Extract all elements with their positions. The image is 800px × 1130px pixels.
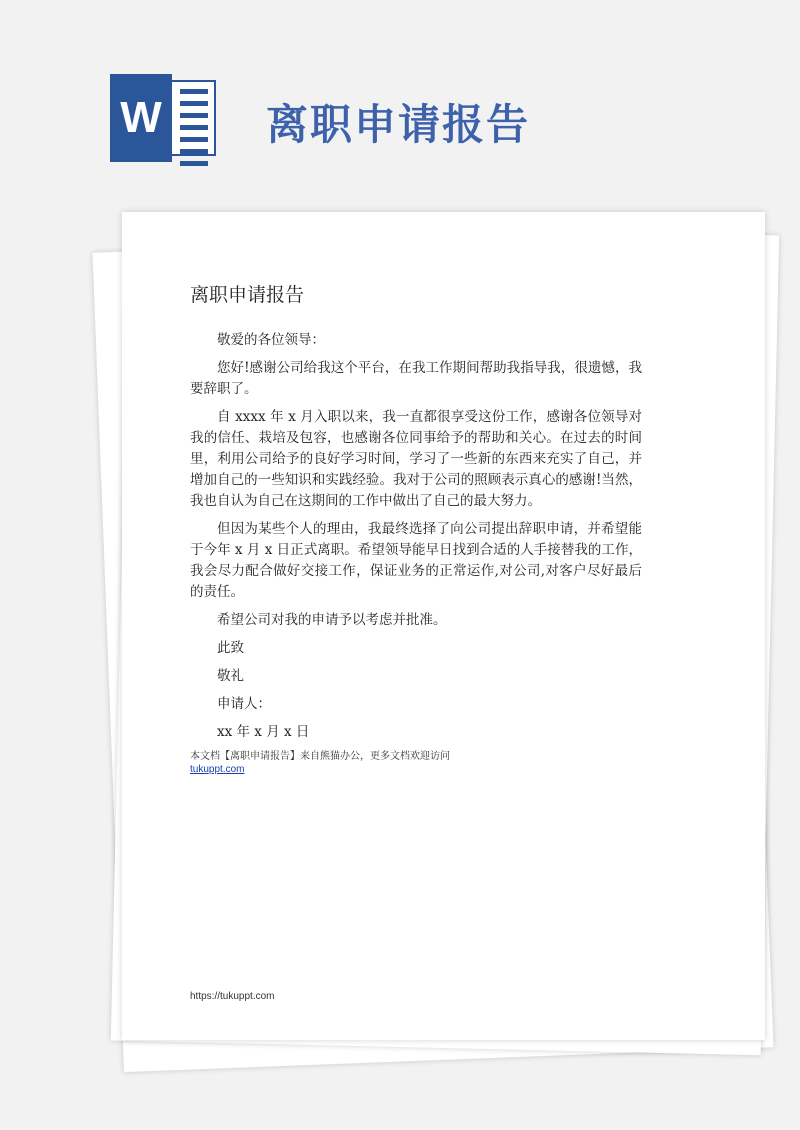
paragraph: 希望公司对我的申请予以考虑并批准。 bbox=[217, 612, 447, 628]
document-page bbox=[122, 212, 765, 1040]
source-note-text: 本文档【离职申请报告】来自熊猫办公，更多文档欢迎访问 bbox=[190, 751, 450, 762]
document-body bbox=[190, 330, 642, 743]
date-line: xx 年 x 月 x 日 bbox=[217, 724, 310, 740]
document-title: 离职申请报告 bbox=[190, 284, 305, 306]
closing: 敬礼 bbox=[217, 668, 244, 684]
source-link[interactable]: tukuppt.com bbox=[190, 764, 245, 775]
paragraph: 您好!感谢公司给我这个平台，在我工作期间帮助我指导我，很遗憾，我要辞职了。 bbox=[190, 360, 642, 397]
hero-title: 离职申请报告 bbox=[266, 100, 531, 149]
word-letter: W bbox=[110, 74, 172, 162]
salutation: 敬爱的各位领导： bbox=[217, 332, 325, 348]
source-note bbox=[190, 750, 642, 776]
word-logo-icon bbox=[110, 74, 216, 162]
applicant-label: 申请人： bbox=[217, 696, 271, 712]
paragraph: 自 xxxx 年 x 月入职以来，我一直都很享受这份工作，感谢各位领导对我的信任、栽培及包容，也感谢各位同事给予的帮助和关心。在过去的时间里，利用公司给予的良好学习时间，学习了一些新的东西来充实了自己，并增加自己的一些知识和实践经验。我对于公司的照顾表示真心的感谢!当然，我也自认为自己在这期间的工作中做出了自己的最大努力。 bbox=[190, 409, 642, 509]
footer-url: https://tukuppt.com bbox=[190, 991, 275, 1002]
closing: 此致 bbox=[217, 640, 244, 656]
paragraph: 但因为某些个人的理由，我最终选择了向公司提出辞职申请，并希望能于今年 x 月 x 日正式离职。希望领导能早日找到合适的人手接替我的工作，我会尽力配合做好交接工作，保证业务的正常运作,对公司,对客户尽好最后的责任。 bbox=[190, 521, 642, 600]
